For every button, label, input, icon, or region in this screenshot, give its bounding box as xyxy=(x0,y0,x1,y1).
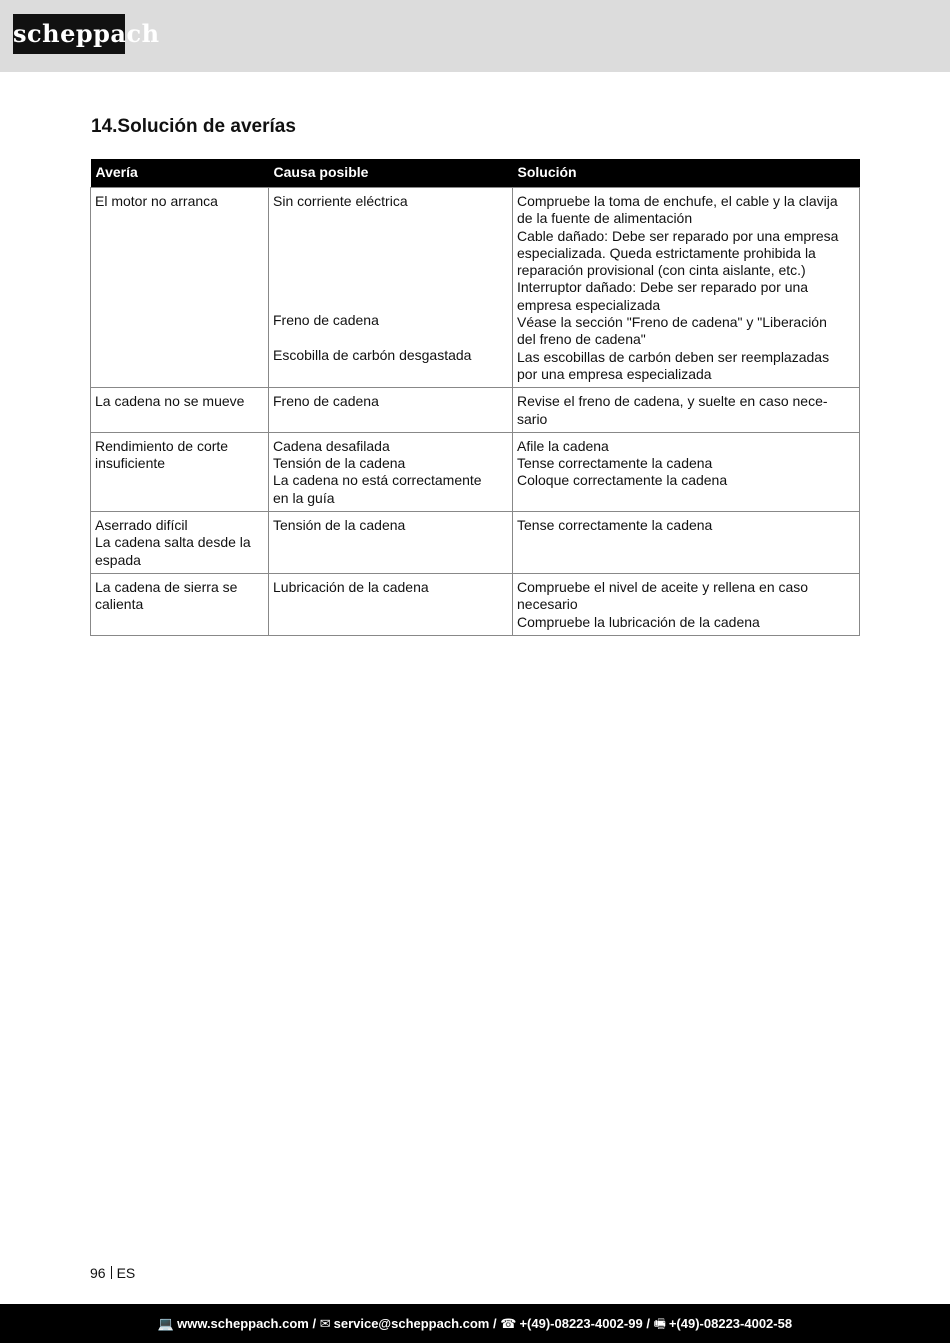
footer-separator: / xyxy=(312,1316,317,1331)
cause-text-line: en la guía xyxy=(273,489,335,506)
fax-icon: 🖷 xyxy=(653,1316,666,1331)
fault-cell xyxy=(91,432,269,511)
cause-cell xyxy=(269,432,513,511)
phone-icon: ☎ xyxy=(500,1316,517,1331)
fault-text-line: calienta xyxy=(95,596,144,613)
solution-cell xyxy=(513,512,860,574)
fault-cell xyxy=(91,573,269,635)
solution-text-line: del freno de cadena" xyxy=(517,331,646,348)
fault-text-line: Aserrado difícil xyxy=(95,517,188,534)
footer-separator: / xyxy=(646,1316,650,1331)
section-title-text: Solución de averías xyxy=(117,116,296,137)
solution-text-line: Tense correctamente la cadena xyxy=(517,455,713,472)
solution-text-line: reparación provisional (con cinta aislante, etc.) xyxy=(517,262,806,279)
solution-text-line: Revise el freno de cadena, y suelte en caso nece- xyxy=(517,393,828,410)
footer-fax: +(49)-08223-4002-58 xyxy=(668,1316,793,1331)
fault-text-line: La cadena de sierra se xyxy=(95,578,238,595)
cause-text-line: Sin corriente eléctrica xyxy=(273,193,408,209)
column-header-solution: Solución xyxy=(513,159,860,188)
solution-cell xyxy=(513,432,860,511)
page-number xyxy=(90,1265,135,1281)
solution-text-line: necesario xyxy=(517,596,578,613)
solution-cell xyxy=(513,388,860,433)
fault-cell xyxy=(91,188,269,388)
table-row xyxy=(91,512,860,574)
fault-text-line: La cadena salta desde la xyxy=(95,534,251,551)
solution-text-line: Tense correctamente la cadena xyxy=(517,517,713,534)
cause-text-line: Freno de cadena xyxy=(273,393,379,410)
cause-text-line: Tensión de la cadena xyxy=(273,455,406,472)
solution-text-line: empresa especializada xyxy=(517,296,661,313)
footer-email[interactable]: service@scheppach.com xyxy=(333,1316,490,1331)
footer-separator: / xyxy=(493,1316,497,1331)
column-header-fault: Avería xyxy=(91,159,269,188)
cause-text-line: Tensión de la cadena xyxy=(273,517,406,534)
fault-text-line: insuficiente xyxy=(95,455,166,472)
page-number-value: 96 xyxy=(90,1265,106,1281)
table-row xyxy=(91,573,860,635)
email-icon: ✉ xyxy=(319,1316,331,1331)
solution-text-line: Compruebe la toma de enchufe, el cable y la clavija xyxy=(517,193,838,209)
cause-text-line: Freno de cadena xyxy=(273,312,379,329)
cause-text-line xyxy=(273,295,508,312)
cause-text-line xyxy=(273,210,508,227)
footer-website[interactable]: www.scheppach.com xyxy=(177,1316,309,1331)
column-header-cause: Causa posible xyxy=(269,159,513,188)
solution-cell xyxy=(513,188,860,388)
solution-text-line: especializada. Queda estrictamente prohibida la xyxy=(517,244,816,261)
solution-text-line: Compruebe la lubricación de la cadena xyxy=(517,613,760,630)
section-number: 14. xyxy=(91,116,118,137)
footer-contact-bar xyxy=(0,1304,950,1343)
page-number-divider xyxy=(111,1266,112,1279)
cause-cell xyxy=(269,188,513,388)
fault-text-line: El motor no arranca xyxy=(95,193,218,209)
header-bar xyxy=(0,0,950,72)
solution-text-line: Compruebe el nivel de aceite y rellena en caso xyxy=(517,578,809,595)
footer-phone: +(49)-08223-4002-99 xyxy=(519,1316,643,1331)
cause-text-line: Escobilla de carbón desgastada xyxy=(273,346,472,363)
cause-text-line xyxy=(273,227,508,244)
fault-text-line: espada xyxy=(95,551,141,568)
solution-text-line: Afile la cadena xyxy=(517,437,609,454)
solution-text-line: Interruptor dañado: Debe ser reparado por una xyxy=(517,279,809,296)
cause-text-line xyxy=(273,244,508,261)
solution-text-line: Las escobillas de carbón deben ser reemplazadas xyxy=(517,348,830,365)
fault-cell xyxy=(91,512,269,574)
computer-icon: 💻 xyxy=(157,1316,175,1331)
solution-text-line: Coloque correctamente la cadena xyxy=(517,472,728,489)
solution-text-line: Cable dañado: Debe ser reparado por una empresa xyxy=(517,227,839,244)
page-language: ES xyxy=(116,1265,136,1281)
cause-cell xyxy=(269,388,513,433)
fault-cell xyxy=(91,388,269,433)
cause-text-line: Cadena desafilada xyxy=(273,437,390,454)
table-row xyxy=(91,432,860,511)
cause-text-line: Lubricación de la cadena xyxy=(273,578,429,595)
fault-text-line: Rendimiento de corte xyxy=(95,437,229,454)
table-row xyxy=(91,188,860,388)
solution-text-line: sario xyxy=(517,410,548,427)
cause-text-line xyxy=(273,330,508,347)
solution-text-line: de la fuente de alimentación xyxy=(517,210,693,227)
solution-text-line: Véase la sección "Freno de cadena" y "Liberación xyxy=(517,314,827,331)
cause-cell xyxy=(269,573,513,635)
fault-text-line: La cadena no se mueve xyxy=(95,393,245,410)
cause-text-line: La cadena no está correctamente xyxy=(273,472,482,489)
solution-text-line: por una empresa especializada xyxy=(517,365,712,382)
troubleshooting-table xyxy=(90,159,860,636)
solution-cell xyxy=(513,573,860,635)
cause-text-line xyxy=(273,261,508,278)
cause-text-line xyxy=(273,278,508,295)
scheppach-logo: scheppach xyxy=(13,14,125,54)
table-row xyxy=(91,388,860,433)
section-title xyxy=(91,116,296,138)
cause-cell xyxy=(269,512,513,574)
table-header-row xyxy=(91,159,860,188)
